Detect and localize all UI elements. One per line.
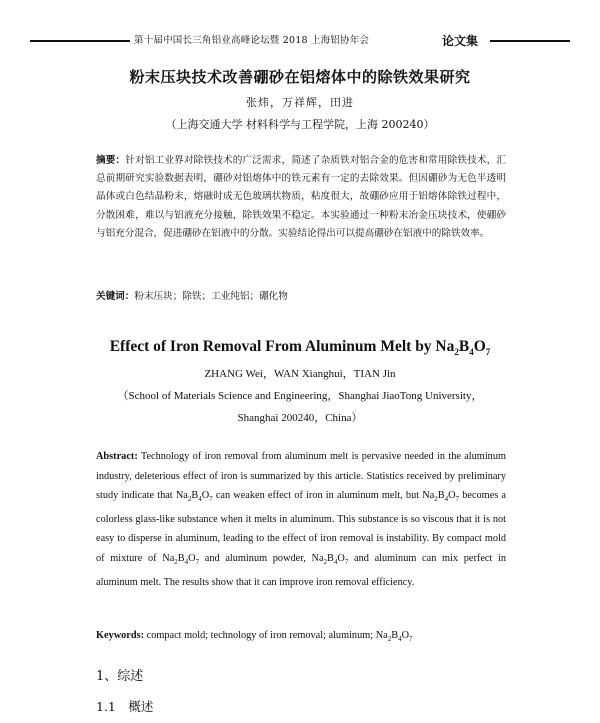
- english-title-sub2: 4: [469, 347, 474, 358]
- english-abstract-label: Abstract:: [96, 451, 138, 462]
- english-abstract-part: and aluminum can mix perfect in aluminum melt. The results show that it can improve iron removal efficiency.: [96, 553, 507, 588]
- section-heading-1-1: 1.1 概述: [96, 699, 154, 714]
- english-title-end: O: [473, 338, 486, 355]
- english-title-mid: B: [458, 338, 470, 355]
- header-text: 第十届中国长三角铝业高峰论坛暨 2018 上海铝协年会: [134, 35, 370, 46]
- header-rule-left: [30, 40, 130, 42]
- formula-na2b4o7: $Na_2B_4O_7$: [375, 630, 413, 644]
- header-rule-right: [490, 40, 570, 42]
- english-affiliation-line2: Shanghai 200240，China）: [237, 412, 363, 424]
- chinese-affiliation: （上海交通大学 材料科学与工程学院，上海 200240）: [165, 118, 435, 131]
- formula-na2b4o7: $Na_2B_4O_7$: [175, 490, 213, 504]
- english-affiliation-line1: （School of Materials Science and Engineering，Shanghai JiaoTong University，: [117, 390, 483, 402]
- english-keywords: [96, 630, 516, 643]
- english-title-sub3: 7: [485, 347, 491, 358]
- english-abstract-part: Technology of iron removal from aluminum melt is pervasive needed in the aluminum industry, deleterious effect of iron is summarized by this article. Statistics received by preliminary study indicate that: [96, 451, 506, 502]
- english-keywords-text: compact mold; technology of iron removal; aluminum;: [144, 630, 376, 641]
- formula-na2b4o7: $Na_2B_4O_7$: [162, 553, 200, 567]
- chinese-abstract-label: 摘要：: [96, 155, 126, 166]
- english-title: [0, 338, 600, 357]
- english-authors: ZHANG Wei，WAN Xianghui，TIAN Jin: [204, 368, 396, 380]
- english-abstract-part: becomes a colorless glass-like substance when it melts in aluminum. This substance is so viscous that it is not easy to disperse in aluminum, leading to the effect of iron removal is instability. By compact mold of mixture of: [96, 490, 506, 565]
- english-title-main: Effect of Iron Removal From Aluminum Melt by Na: [109, 338, 455, 355]
- chinese-abstract: [96, 152, 506, 243]
- header-label: 论文集: [442, 34, 479, 48]
- section-heading-1: 1、综述: [96, 669, 144, 684]
- chinese-title: 粉末压块技术改善硼砂在铝熔体中的除铁效果研究: [129, 68, 471, 86]
- formula-na2b4o7: $Na_2B_4O_7$: [311, 553, 349, 567]
- chinese-keywords-text: 粉末压块；除铁；工业纯铝；硼化物: [134, 291, 288, 302]
- chinese-keywords: [96, 289, 506, 305]
- running-header: [30, 33, 570, 49]
- formula-na2b4o7: $Na_2B_4O_7$: [422, 490, 460, 504]
- english-keywords-label: Keywords:: [96, 630, 145, 641]
- english-abstract-part: can weaken effect of iron in aluminum melt, but: [212, 490, 423, 502]
- english-abstract-part: and aluminum powder,: [199, 553, 312, 565]
- english-abstract: [96, 447, 506, 592]
- chinese-abstract-text: 针对铝工业界对除铁技术的广泛需求，简述了杂质铁对铝合金的危害和常用除铁技术，汇总前期研究实验数据表明，硼砂对铝熔体中的铁元素有一定的去除效果。但因硼砂为无色半透明晶体或白色结晶粉末，熔融时成无色玻璃状物质，粘度很大，故硼砂应用于铝熔体除铁过程中，分散困难，难以与铝液充分接触，除铁效果不稳定。本实验通过一种粉末冶金压块技术，使硼砂与铝充分混合，促进硼砂在铝液中的分散。实验结论得出可以提高硼砂在铝液中的除铁效率。: [96, 155, 507, 239]
- chinese-keywords-label: 关键词：: [96, 291, 135, 302]
- chinese-authors: 张炜，万祥辉，田进: [246, 96, 354, 109]
- english-title-sub1: 2: [454, 347, 459, 358]
